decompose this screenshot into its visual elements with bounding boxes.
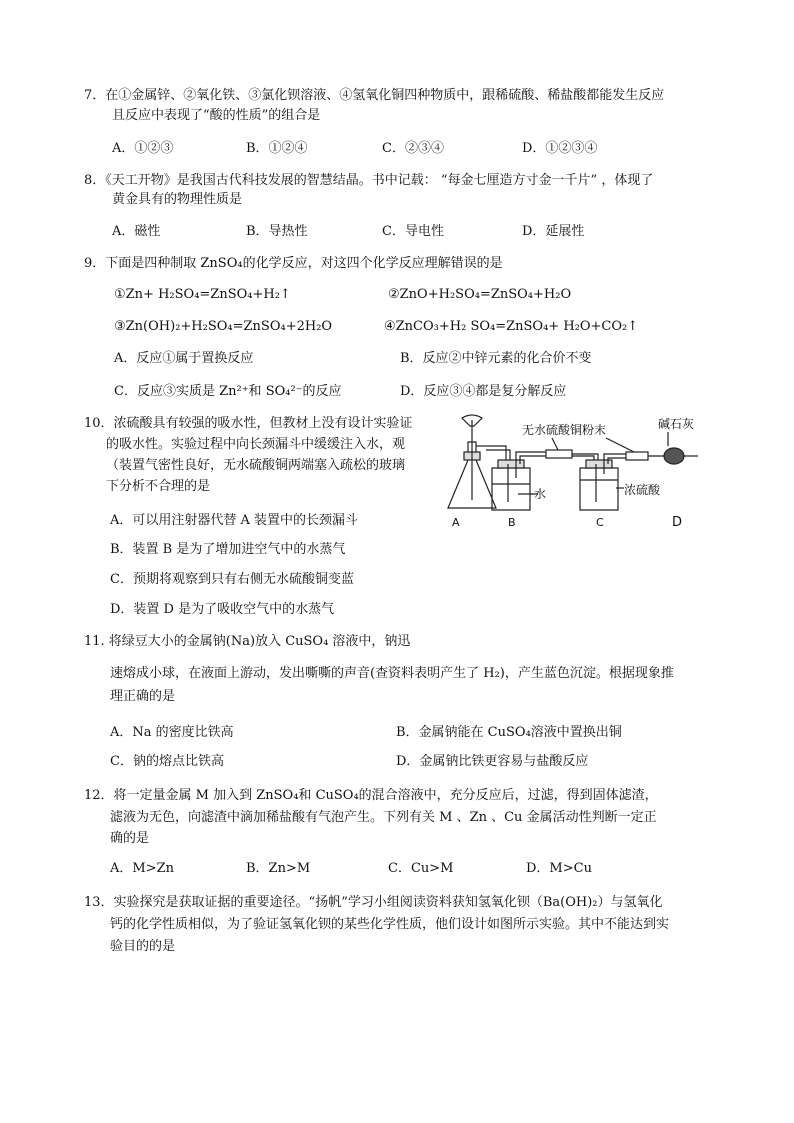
q9-option-b: B．反应②中锌元素的化合价不变 [400, 351, 592, 366]
q10-apparatus-figure [428, 412, 718, 530]
q13-stem-line3: 验目的的是 [110, 939, 176, 954]
q7-option-b: B．①②④ [246, 141, 308, 156]
q11-option-c: C．钠的熔点比铁高 [110, 754, 224, 769]
q11-stem-line2: 速熔成小球，在液面上游动，发出嘶嘶的声音(查资料表明产生了 H₂)，产生蓝色沉淀。根据现象推 [110, 666, 674, 681]
q9-equation-4: ④ZnCO₃+H₂ SO₄=ZnSO₄+ H₂O+CO₂↑ [384, 319, 639, 334]
q12-option-a: A．M>Zn [110, 861, 174, 876]
q8-option-d: D．延展性 [522, 224, 585, 239]
q10-stem-line1: 10．浓硫酸具有较强的吸水性，但教材上没有设计实验证 [84, 416, 413, 431]
label-d: D [672, 515, 683, 530]
q12-stem-line3: 确的是 [110, 831, 150, 846]
q10-option-d: D．装置 D 是为了吸收空气中的水蒸气 [110, 602, 335, 617]
label-a: A [452, 516, 460, 529]
q8-stem-line1: 8．《天工开物》是我国古代科技发展的智慧结晶。书中记载： “每金七厘造方寸金一千片” ，体现了 [84, 173, 654, 188]
q12-option-d: D．M>Cu [526, 861, 592, 876]
q10-option-a: A．可以用注射器代替 A 装置中的长颈漏斗 [110, 513, 359, 528]
flask-a-icon [440, 415, 496, 508]
q10-option-c: C．预期将观察到只有右侧无水硫酸铜变蓝 [110, 572, 354, 587]
q9-option-d: D．反应③④都是复分解反应 [400, 384, 567, 399]
q9-option-c: C．反应③实质是 Zn²⁺和 SO₄²⁻的反应 [114, 384, 342, 399]
label-b: B [508, 516, 516, 529]
q9-equation-1: ①Zn+ H₂SO₄=ZnSO₄+H₂↑ [114, 287, 291, 302]
drying-tube-d-icon [648, 432, 698, 464]
q11-option-b: B．金属钠能在 CuSO₄溶液中置换出铜 [396, 725, 622, 740]
bottle-b-icon [492, 460, 538, 510]
q12-stem-line2: 滤液为无色，向滤渣中滴加稀盐酸有气泡产生。下列有关 M 、Zn 、Cu 金属活动性判断一定正 [110, 810, 657, 825]
q7-stem-line2: 且反应中表现了“酸的性质”的组合是 [112, 108, 321, 123]
q10-option-b: B．装置 B 是为了增加进空气中的水蒸气 [110, 542, 346, 557]
label-conc-acid: 浓硫酸 [624, 483, 661, 497]
q9-equation-2: ②ZnO+H₂SO₄=ZnSO₄+H₂O [388, 287, 572, 302]
q11-option-a: A．Na 的密度比铁高 [110, 725, 234, 740]
q11-stem-line1: 11. 将绿豆大小的金属钠(Na)放入 CuSO₄ 溶液中，钠迅 [84, 634, 411, 649]
q9-option-a: A．反应①属于置换反应 [114, 351, 254, 366]
q12-option-c: C．Cu>M [388, 861, 454, 876]
q7-option-c: C．②③④ [382, 141, 444, 156]
q8-stem-line2: 黄金具有的物理性质是 [112, 192, 243, 207]
q10-stem-line3: （装置气密性良好，无水硫酸铜两端塞入疏松的玻璃 [106, 458, 406, 473]
q12-option-b: B．Zn>M [246, 861, 311, 876]
q9-stem: 9．下面是四种制取 ZnSO₄的化学反应，对这四个化学反应理解错误的是 [84, 256, 503, 271]
q11-stem-line3: 理正确的是 [110, 689, 176, 704]
q8-option-a: A．磁性 [112, 224, 161, 239]
bottle-c-icon [580, 460, 624, 510]
label-cuso4: 无水硫酸铜粉末 [522, 423, 607, 437]
q10-stem-line4: 下分析不合理的是 [106, 479, 211, 494]
q13-stem-line1: 13．实验探究是获取证据的重要途径。“扬帆”学习小组阅读资料获知氢氧化钡（Ba(OH)₂）与氢氧化 [84, 895, 663, 910]
q13-stem-line2: 钙的化学性质相似，为了验证氢氧化钡的某些化学性质，他们设计如图所示实验。其中不能达到实 [110, 917, 670, 932]
q11-option-d: D．金属钠比铁更容易与盐酸反应 [396, 754, 589, 769]
q8-option-c: C．导电性 [382, 224, 444, 239]
label-soda-lime: 碱石灰 [658, 417, 695, 431]
q12-stem-line1: 12．将一定量金属 M 加入到 ZnSO₄和 CuSO₄的混合溶液中，充分反应后，过滤，得到固体滤渣， [84, 788, 658, 803]
q10-stem-line2: 的吸水性。实验过程中向长颈漏斗中缓缓注入水，观 [106, 437, 406, 452]
q9-equation-3: ③Zn(OH)₂+H₂SO₄=ZnSO₄+2H₂O [114, 319, 333, 334]
q8-option-b: B．导热性 [246, 224, 308, 239]
q7-option-d: D．①②③④ [522, 141, 598, 156]
label-c: C [596, 516, 604, 529]
q7-option-a: A．①②③ [112, 141, 174, 156]
label-water: 水 [534, 487, 547, 501]
q7-stem-line1: 7．在①金属锌、②氧化铁、③氯化钡溶液、④氢氧化铜四种物质中，跟稀硫酸、稀盐酸都能发生反应 [84, 88, 665, 103]
